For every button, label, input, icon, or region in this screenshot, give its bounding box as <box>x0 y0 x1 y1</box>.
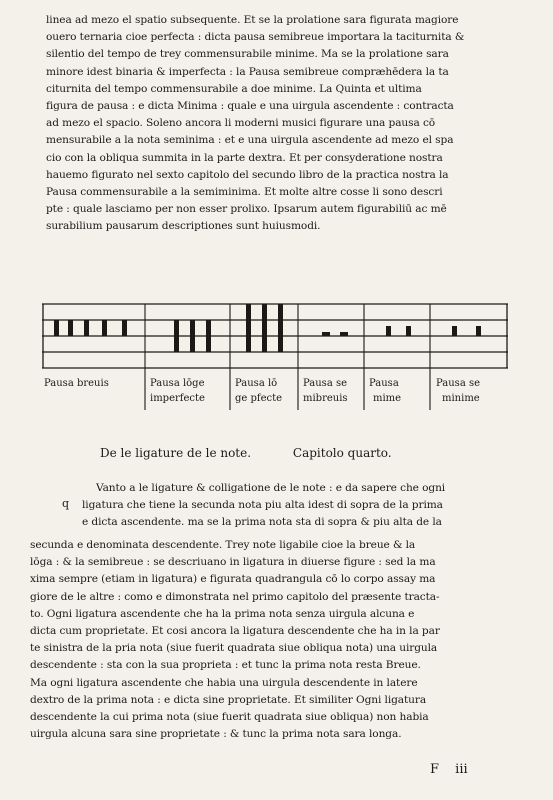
guide-letter: q <box>62 497 70 510</box>
text-line: Vanto a le ligature & colligatione de le note : e da sapere che ogni <box>96 482 446 494</box>
staff-label: Pausa breuis <box>44 378 109 389</box>
staff-label: mibreuis <box>303 393 348 404</box>
staff-label: ge pfecte <box>235 393 283 404</box>
text-line: mensurabile a la nota seminima : et e una uirgula ascendente ad mezo el spa <box>46 134 454 147</box>
text-line: cio con la obliqua summita in la parte dextra. Et per consyderatione nostra <box>46 151 443 164</box>
text-line: ad mezo el spacio. Soleno ancora li moderni musici figurare una pausa cō <box>46 117 436 130</box>
chapter-heading <box>100 446 500 460</box>
staff-label: Pausa se <box>303 378 348 389</box>
folio-number: iii <box>455 762 468 777</box>
text-line: Ma ogni ligatura ascendente che habia una uirgula descendente in latere <box>30 676 418 689</box>
staff-label: Pausa se <box>436 378 481 389</box>
staff-label: mime <box>373 393 402 404</box>
text-line: hauemo figurato nel sexto capitolo del secundo libro de la practica nostra la <box>46 168 449 181</box>
text-line: citurnita del tempo commensurabile a doe minime. La Quinta et ultima <box>46 82 422 95</box>
text-line: descendente : sta con la sua proprieta : et tunc la prima nota resta Breue. <box>30 659 421 672</box>
text-line: surabilium pausarum descriptiones sunt huiusmodi. <box>46 220 321 233</box>
text-line: Pausa commensurabile a la semiminima. Et molte altre cosse li sono descri <box>46 186 443 199</box>
text-line: uirgula alcuna sara sine proprietate : & tunc la prima nota sara longa. <box>30 728 402 741</box>
staff-svg <box>40 300 510 420</box>
page-footer <box>430 762 480 777</box>
staff-label: Pausa <box>369 378 399 389</box>
text-line: to. Ogni ligatura ascendente che ha la prima nota senza uirgula alcuna e <box>30 607 415 620</box>
staff-label: Pausa lō <box>235 378 278 389</box>
text-line: pte : quale lasciamo per non esser prolixo. Ipsarum autem figurabiliū ac mē <box>46 203 447 216</box>
chapter-title: De le ligature de le note. <box>100 446 252 460</box>
text-line: lōga : & la semibreue : se descriuano in ligatura in diuerse figure : sed la ma <box>30 556 436 569</box>
staff-label: imperfecte <box>150 393 205 404</box>
text-line: figura de pausa : e dicta Minima : quale e una uirgula ascendente : contracta <box>46 100 454 113</box>
text-line: linea ad mezo el spatio subsequente. Et se la prolatione sara figurata magiore <box>46 14 459 26</box>
text-line: dicta cum proprietate. Et cosi ancora la ligatura descendente che ha in la par <box>30 625 440 638</box>
text-line: ouero ternaria cioe perfecta : dicta pausa semibreue importara la taciturnita & <box>46 31 465 44</box>
text-line: xima sempre (etiam in ligatura) e figurata quadrangula cō lo corpo assay ma <box>30 573 436 586</box>
text-line: e dicta ascendente. ma se la prima nota sta di sopra & piu alta de la <box>82 516 442 529</box>
music-staff-example <box>40 300 510 420</box>
text-line: secunda e denominata descendente. Trey note ligabile cioe la breue & la <box>30 539 416 551</box>
text-line: dextro de la prima nota : e dicta sine proprietate. Et similiter Ogni ligatura <box>30 693 427 706</box>
staff-label: minime <box>442 393 480 404</box>
text-line: minore idest binaria & imperfecta : la Pausa semibreue compræhēdera la ta <box>46 65 449 78</box>
paragraph-top <box>46 12 516 236</box>
text-line: silentio del tempo de trey commensurabile minime. Ma se la prolatione sara <box>46 48 449 61</box>
signature-mark: F <box>430 762 440 777</box>
paragraph-bottom <box>82 480 516 532</box>
text-line: te sinistra de la pria nota (siue fuerit quadrata siue obliqua nota) una uirgula <box>30 642 438 655</box>
text-line: giore de le altre : como e dimonstrata nel primo capitolo del præsente tracta- <box>30 590 440 603</box>
text-line: descendente la cui prima nota (siue fuerit quadrata siue obliqua) non habia <box>30 711 429 724</box>
paragraph-bottom-cont <box>30 537 516 743</box>
text-line: ligatura che tiene la secunda nota piu alta idest di sopra de la prima <box>82 499 443 512</box>
staff-label: Pausa lōge <box>150 378 205 389</box>
chapter-number: Capitolo quarto. <box>292 446 392 460</box>
